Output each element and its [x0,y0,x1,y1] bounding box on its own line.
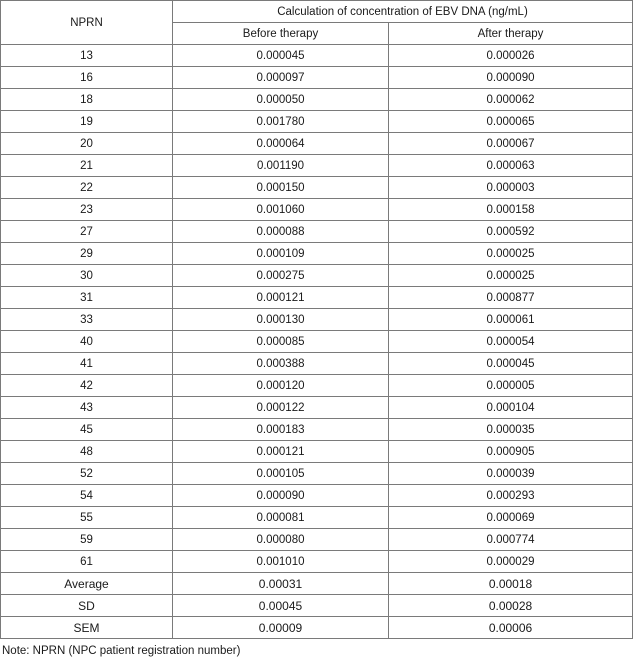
after-therapy-cell: 0.000026 [389,45,633,67]
after-therapy-cell: 0.000065 [389,111,633,133]
after-therapy-cell: 0.000067 [389,133,633,155]
nprn-cell: 27 [1,221,173,243]
nprn-cell: 20 [1,133,173,155]
nprn-cell: 48 [1,441,173,463]
after-therapy-cell: 0.000293 [389,485,633,507]
after-therapy-cell: 0.000069 [389,507,633,529]
after-therapy-cell: 0.000003 [389,177,633,199]
nprn-cell: 33 [1,309,173,331]
table-row [1,177,633,199]
table-row [1,133,633,155]
table-row [1,441,633,463]
before-therapy-cell: 0.000081 [173,507,389,529]
before-therapy-cell: 0.000150 [173,177,389,199]
nprn-cell: 42 [1,375,173,397]
table-note: Note: NPRN (NPC patient registration number) [2,645,241,657]
summary-before-cell: 0.00045 [173,595,389,617]
after-therapy-cell: 0.000104 [389,397,633,419]
summary-row [1,573,633,595]
before-therapy-cell: 0.000045 [173,45,389,67]
before-therapy-cell: 0.000105 [173,463,389,485]
before-therapy-cell: 0.000097 [173,67,389,89]
after-therapy-cell: 0.000877 [389,287,633,309]
before-therapy-cell: 0.000088 [173,221,389,243]
table-row [1,155,633,177]
table-row [1,551,633,573]
before-therapy-cell: 0.000130 [173,309,389,331]
before-therapy-cell: 0.001060 [173,199,389,221]
before-therapy-cell: 0.000064 [173,133,389,155]
table-row [1,265,633,287]
summary-row [1,617,633,639]
before-therapy-cell: 0.000121 [173,441,389,463]
nprn-cell: 13 [1,45,173,67]
table-row [1,243,633,265]
summary-after-cell: 0.00028 [389,595,633,617]
table-row [1,529,633,551]
before-therapy-cell: 0.001780 [173,111,389,133]
after-therapy-cell: 0.000774 [389,529,633,551]
table-row [1,485,633,507]
ebv-concentration-header: Calculation of concentration of EBV DNA (ng/mL) [173,1,633,23]
nprn-cell: 41 [1,353,173,375]
table-row [1,89,633,111]
after-therapy-cell: 0.000005 [389,375,633,397]
after-therapy-cell: 0.000054 [389,331,633,353]
table-body [1,45,633,573]
summary-row [1,595,633,617]
table-row [1,45,633,67]
before-therapy-cell: 0.000080 [173,529,389,551]
table-row [1,199,633,221]
after-therapy-cell: 0.000029 [389,551,633,573]
before-therapy-cell: 0.000388 [173,353,389,375]
before-therapy-cell: 0.000090 [173,485,389,507]
before-therapy-cell: 0.001010 [173,551,389,573]
after-therapy-cell: 0.000045 [389,353,633,375]
after-therapy-cell: 0.000025 [389,243,633,265]
summary-before-cell: 0.00031 [173,573,389,595]
nprn-cell: 31 [1,287,173,309]
nprn-cell: 30 [1,265,173,287]
before-therapy-cell: 0.000109 [173,243,389,265]
nprn-cell: 16 [1,67,173,89]
after-therapy-cell: 0.000035 [389,419,633,441]
nprn-header: NPRN [1,1,173,45]
after-therapy-header: After therapy [389,23,633,45]
nprn-cell: 18 [1,89,173,111]
table-row [1,331,633,353]
nprn-cell: 55 [1,507,173,529]
before-therapy-cell: 0.001190 [173,155,389,177]
before-therapy-header: Before therapy [173,23,389,45]
nprn-cell: 22 [1,177,173,199]
table-row [1,375,633,397]
nprn-cell: 23 [1,199,173,221]
nprn-cell: 40 [1,331,173,353]
table-row [1,221,633,243]
after-therapy-cell: 0.000025 [389,265,633,287]
nprn-cell: 45 [1,419,173,441]
before-therapy-cell: 0.000275 [173,265,389,287]
summary-label-cell: SD [1,595,173,617]
summary-after-cell: 0.00006 [389,617,633,639]
table-summary [1,573,633,639]
after-therapy-cell: 0.000158 [389,199,633,221]
table-row [1,507,633,529]
before-therapy-cell: 0.000085 [173,331,389,353]
before-therapy-cell: 0.000050 [173,89,389,111]
table-row [1,463,633,485]
table-row [1,397,633,419]
nprn-cell: 52 [1,463,173,485]
after-therapy-cell: 0.000063 [389,155,633,177]
before-therapy-cell: 0.000183 [173,419,389,441]
before-therapy-cell: 0.000122 [173,397,389,419]
after-therapy-cell: 0.000592 [389,221,633,243]
before-therapy-cell: 0.000120 [173,375,389,397]
summary-label-cell: Average [1,573,173,595]
nprn-cell: 19 [1,111,173,133]
nprn-cell: 61 [1,551,173,573]
after-therapy-cell: 0.000090 [389,67,633,89]
summary-after-cell: 0.00018 [389,573,633,595]
table-row [1,67,633,89]
summary-before-cell: 0.00009 [173,617,389,639]
after-therapy-cell: 0.000061 [389,309,633,331]
table-row [1,419,633,441]
nprn-cell: 43 [1,397,173,419]
summary-label-cell: SEM [1,617,173,639]
table-row [1,309,633,331]
after-therapy-cell: 0.000905 [389,441,633,463]
nprn-cell: 54 [1,485,173,507]
table-header [1,1,633,45]
table-row [1,353,633,375]
nprn-cell: 21 [1,155,173,177]
after-therapy-cell: 0.000062 [389,89,633,111]
nprn-cell: 59 [1,529,173,551]
table-row [1,111,633,133]
nprn-cell: 29 [1,243,173,265]
table-row [1,287,633,309]
after-therapy-cell: 0.000039 [389,463,633,485]
before-therapy-cell: 0.000121 [173,287,389,309]
